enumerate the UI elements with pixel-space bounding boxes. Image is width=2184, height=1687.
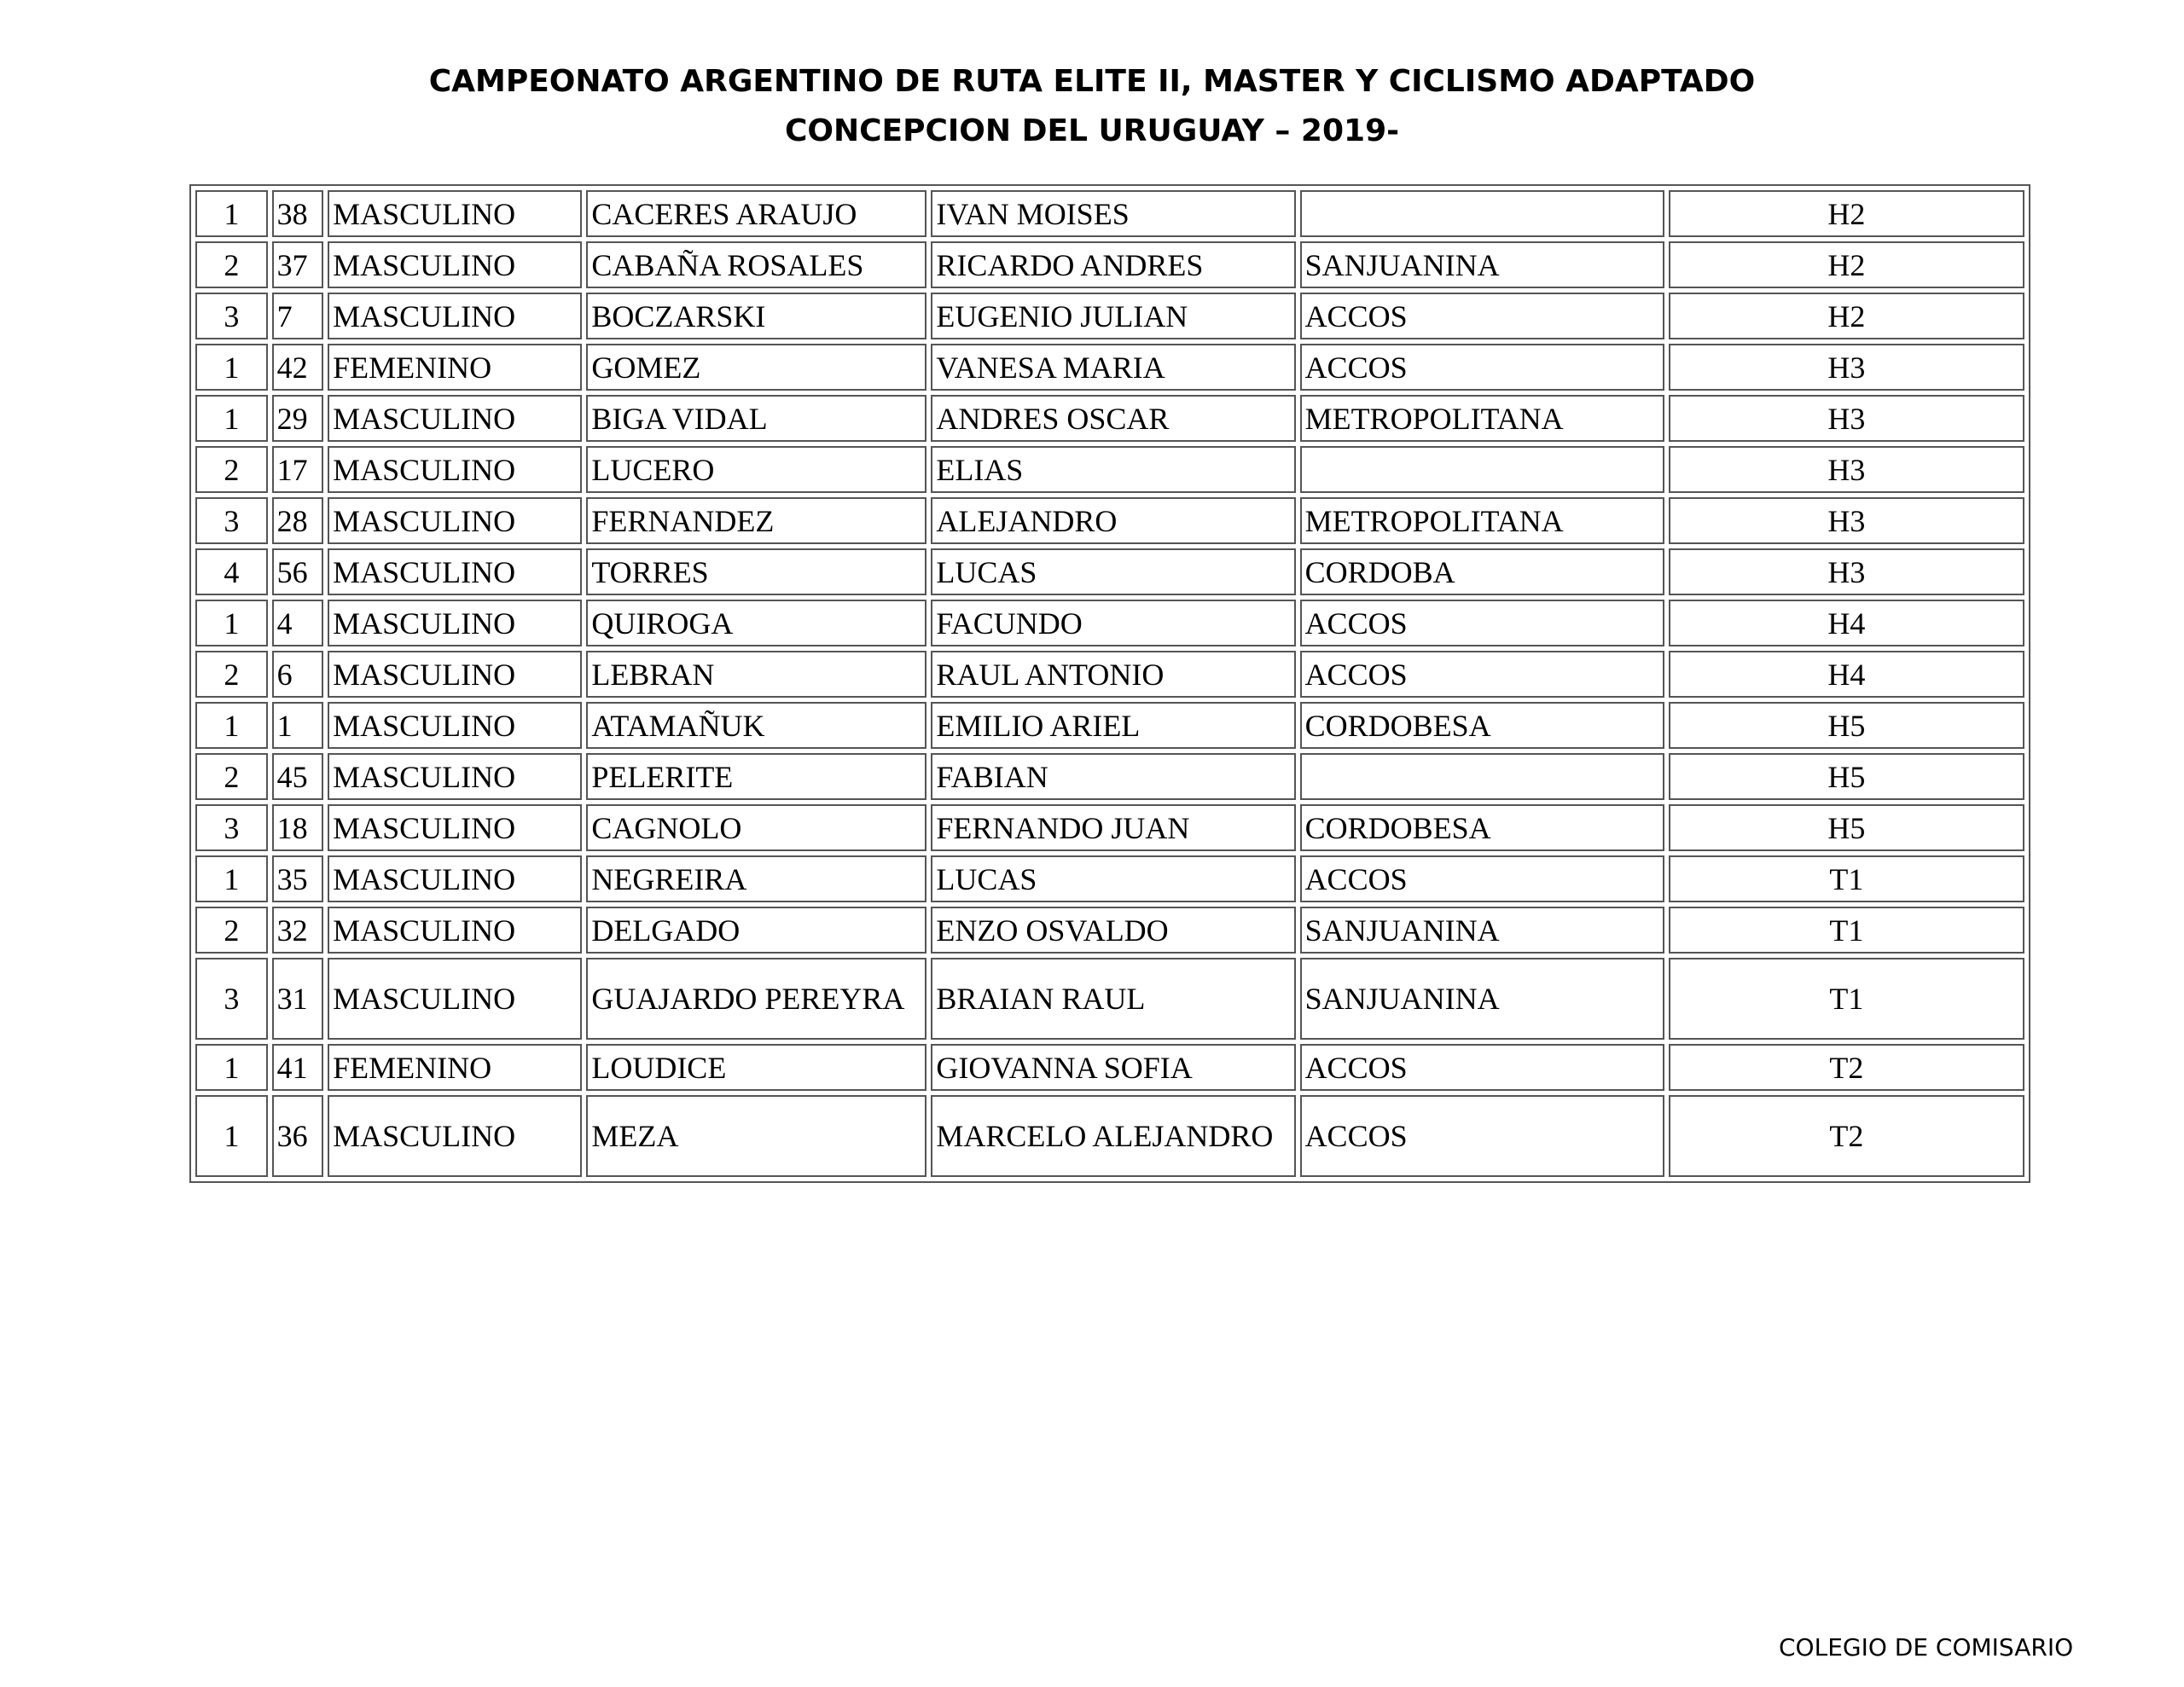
position-cell: 1 — [195, 344, 268, 391]
gender-cell: MASCULINO — [328, 600, 582, 646]
surname-cell: CACERES ARAUJO — [586, 190, 926, 237]
first-name-cell: ALEJANDRO — [931, 497, 1295, 544]
table-row — [195, 293, 2024, 339]
footer-text: COLEGIO DE COMISARIO — [1779, 1633, 2074, 1661]
table-row — [195, 241, 2024, 288]
bib-number-cell: 1 — [272, 702, 323, 749]
gender-cell: FEMENINO — [328, 1044, 582, 1091]
first-name-cell: RAUL ANTONIO — [931, 651, 1295, 698]
position-cell: 3 — [195, 804, 268, 851]
table-row — [195, 344, 2024, 391]
position-cell: 3 — [195, 293, 268, 339]
gender-cell: MASCULINO — [328, 446, 582, 493]
club-cell — [1300, 190, 1664, 237]
table-row — [195, 855, 2024, 902]
first-name-cell: EUGENIO JULIAN — [931, 293, 1295, 339]
club-cell: ACCOS — [1300, 651, 1664, 698]
surname-cell: QUIROGA — [586, 600, 926, 646]
surname-cell: TORRES — [586, 548, 926, 595]
first-name-cell: IVAN MOISES — [931, 190, 1295, 237]
position-cell: 1 — [195, 190, 268, 237]
table-row — [195, 651, 2024, 698]
table-row — [195, 548, 2024, 595]
results-table-body — [195, 190, 2024, 1177]
bib-number-cell: 6 — [272, 651, 323, 698]
table-row — [195, 1095, 2024, 1177]
first-name-cell: ELIAS — [931, 446, 1295, 493]
position-cell: 2 — [195, 241, 268, 288]
bib-number-cell: 7 — [272, 293, 323, 339]
gender-cell: MASCULINO — [328, 497, 582, 544]
surname-cell: GOMEZ — [586, 344, 926, 391]
gender-cell: MASCULINO — [328, 804, 582, 851]
bib-number-cell: 37 — [272, 241, 323, 288]
club-cell — [1300, 446, 1664, 493]
surname-cell: NEGREIRA — [586, 855, 926, 902]
first-name-cell: LUCAS — [931, 855, 1295, 902]
position-cell: 2 — [195, 651, 268, 698]
surname-cell: BOCZARSKI — [586, 293, 926, 339]
table-row — [195, 446, 2024, 493]
table-row — [195, 753, 2024, 800]
gender-cell: MASCULINO — [328, 753, 582, 800]
surname-cell: PELERITE — [586, 753, 926, 800]
surname-cell: LOUDICE — [586, 1044, 926, 1091]
club-cell: CORDOBESA — [1300, 702, 1664, 749]
club-cell: ACCOS — [1300, 293, 1664, 339]
first-name-cell: EMILIO ARIEL — [931, 702, 1295, 749]
gender-cell: MASCULINO — [328, 293, 582, 339]
table-row — [195, 958, 2024, 1040]
surname-cell: ATAMAÑUK — [586, 702, 926, 749]
club-cell: CORDOBESA — [1300, 804, 1664, 851]
first-name-cell: VANESA MARIA — [931, 344, 1295, 391]
gender-cell: MASCULINO — [328, 241, 582, 288]
gender-cell: MASCULINO — [328, 958, 582, 1040]
first-name-cell: ENZO OSVALDO — [931, 907, 1295, 954]
first-name-cell: RICARDO ANDRES — [931, 241, 1295, 288]
bib-number-cell: 29 — [272, 395, 323, 442]
bib-number-cell: 4 — [272, 600, 323, 646]
surname-cell: GUAJARDO PEREYRA — [586, 958, 926, 1040]
page-subtitle: CONCEPCION DEL URUGUAY – 2019- — [784, 113, 1400, 148]
club-cell: CORDOBA — [1300, 548, 1664, 595]
table-row — [195, 1044, 2024, 1091]
category-cell: H3 — [1669, 548, 2024, 595]
position-cell: 1 — [195, 855, 268, 902]
bib-number-cell: 17 — [272, 446, 323, 493]
category-cell: H2 — [1669, 190, 2024, 237]
club-cell: METROPOLITANA — [1300, 497, 1664, 544]
bib-number-cell: 31 — [272, 958, 323, 1040]
category-cell: T1 — [1669, 907, 2024, 954]
position-cell: 1 — [195, 702, 268, 749]
first-name-cell: FERNANDO JUAN — [931, 804, 1295, 851]
surname-cell: MEZA — [586, 1095, 926, 1177]
club-cell: ACCOS — [1300, 1044, 1664, 1091]
position-cell: 1 — [195, 395, 268, 442]
category-cell: H4 — [1669, 651, 2024, 698]
bib-number-cell: 35 — [272, 855, 323, 902]
gender-cell: MASCULINO — [328, 702, 582, 749]
club-cell: METROPOLITANA — [1300, 395, 1664, 442]
club-cell: SANJUANINA — [1300, 241, 1664, 288]
club-cell: ACCOS — [1300, 344, 1664, 391]
club-cell: ACCOS — [1300, 600, 1664, 646]
category-cell: H3 — [1669, 395, 2024, 442]
table-row — [195, 702, 2024, 749]
category-cell: H4 — [1669, 600, 2024, 646]
first-name-cell: LUCAS — [931, 548, 1295, 595]
position-cell: 2 — [195, 907, 268, 954]
page-title: CAMPEONATO ARGENTINO DE RUTA ELITE II, MASTER Y CICLISMO ADAPTADO — [428, 64, 1756, 99]
category-cell: T1 — [1669, 958, 2024, 1040]
bib-number-cell: 32 — [272, 907, 323, 954]
first-name-cell: FABIAN — [931, 753, 1295, 800]
bib-number-cell: 28 — [272, 497, 323, 544]
category-cell: H2 — [1669, 293, 2024, 339]
category-cell: H5 — [1669, 702, 2024, 749]
bib-number-cell: 38 — [272, 190, 323, 237]
gender-cell: MASCULINO — [328, 651, 582, 698]
first-name-cell: FACUNDO — [931, 600, 1295, 646]
surname-cell: FERNANDEZ — [586, 497, 926, 544]
gender-cell: MASCULINO — [328, 855, 582, 902]
table-row — [195, 600, 2024, 646]
first-name-cell: MARCELO ALEJANDRO — [931, 1095, 1295, 1177]
gender-cell: MASCULINO — [328, 1095, 582, 1177]
first-name-cell: ANDRES OSCAR — [931, 395, 1295, 442]
category-cell: H3 — [1669, 497, 2024, 544]
surname-cell: DELGADO — [586, 907, 926, 954]
bib-number-cell: 18 — [272, 804, 323, 851]
club-cell: SANJUANINA — [1300, 958, 1664, 1040]
category-cell: T2 — [1669, 1044, 2024, 1091]
gender-cell: MASCULINO — [328, 395, 582, 442]
bib-number-cell: 56 — [272, 548, 323, 595]
bib-number-cell: 45 — [272, 753, 323, 800]
gender-cell: FEMENINO — [328, 344, 582, 391]
bib-number-cell: 36 — [272, 1095, 323, 1177]
club-cell: SANJUANINA — [1300, 907, 1664, 954]
category-cell: H3 — [1669, 344, 2024, 391]
category-cell: H5 — [1669, 804, 2024, 851]
category-cell: H5 — [1669, 753, 2024, 800]
position-cell: 4 — [195, 548, 268, 595]
gender-cell: MASCULINO — [328, 907, 582, 954]
club-cell — [1300, 753, 1664, 800]
results-table — [189, 184, 2030, 1183]
position-cell: 1 — [195, 1095, 268, 1177]
bib-number-cell: 42 — [272, 344, 323, 391]
surname-cell: CABAÑA ROSALES — [586, 241, 926, 288]
surname-cell: LEBRAN — [586, 651, 926, 698]
position-cell: 3 — [195, 497, 268, 544]
table-row — [195, 907, 2024, 954]
position-cell: 2 — [195, 446, 268, 493]
first-name-cell: BRAIAN RAUL — [931, 958, 1295, 1040]
position-cell: 3 — [195, 958, 268, 1040]
surname-cell: BIGA VIDAL — [586, 395, 926, 442]
category-cell: H3 — [1669, 446, 2024, 493]
category-cell: T2 — [1669, 1095, 2024, 1177]
table-row — [195, 497, 2024, 544]
position-cell: 1 — [195, 600, 268, 646]
table-row — [195, 395, 2024, 442]
position-cell: 2 — [195, 753, 268, 800]
gender-cell: MASCULINO — [328, 190, 582, 237]
surname-cell: LUCERO — [586, 446, 926, 493]
bib-number-cell: 41 — [272, 1044, 323, 1091]
table-row — [195, 804, 2024, 851]
club-cell: ACCOS — [1300, 855, 1664, 902]
position-cell: 1 — [195, 1044, 268, 1091]
category-cell: H2 — [1669, 241, 2024, 288]
club-cell: ACCOS — [1300, 1095, 1664, 1177]
table-row — [195, 190, 2024, 237]
surname-cell: CAGNOLO — [586, 804, 926, 851]
first-name-cell: GIOVANNA SOFIA — [931, 1044, 1295, 1091]
category-cell: T1 — [1669, 855, 2024, 902]
gender-cell: MASCULINO — [328, 548, 582, 595]
